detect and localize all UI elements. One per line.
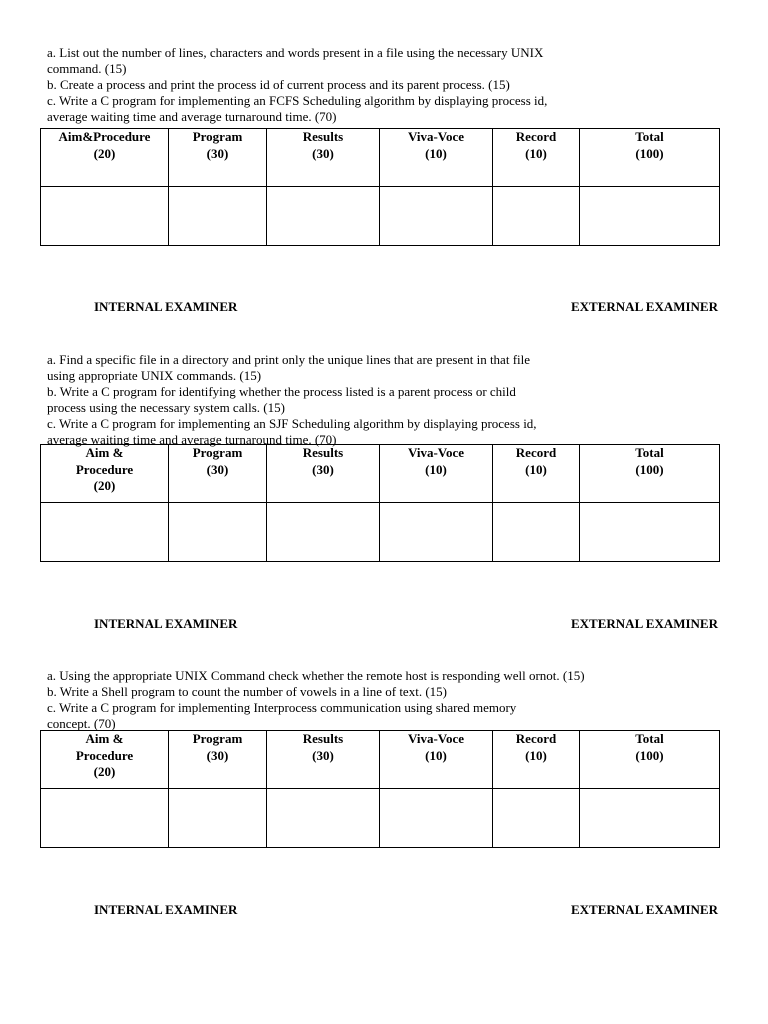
column-header-aim-procedure: Aim&Procedure (20) [41,129,169,187]
marks-table-3 [40,730,720,848]
column-header-aim-procedure: Aim & Procedure (20) [41,445,169,503]
question-set-1 [47,45,667,125]
marks-table-2 [40,444,720,562]
column-header-aim-procedure: Aim & Procedure (20) [41,731,169,789]
column-header-program: Program (30) [169,129,267,187]
column-header-record: Record (10) [493,129,580,187]
external-examiner-label: EXTERNAL EXAMINER [571,902,718,917]
marks-cell-program [169,503,267,562]
column-header-total: Total (100) [580,129,720,187]
marks-cell-results [267,789,380,848]
marks-cell-record [493,503,580,562]
column-header-viva-voce: Viva-Voce (10) [380,445,493,503]
column-header-results: Results (30) [267,445,380,503]
question-line: process using the necessary system calls. (15) [47,400,285,415]
marks-cell-viva-voce [380,187,493,246]
internal-examiner-label: INTERNAL EXAMINER [94,616,238,631]
column-header-viva-voce: Viva-Voce (10) [380,731,493,789]
marks-cell-aim-procedure [41,503,169,562]
external-examiner-label: EXTERNAL EXAMINER [571,616,718,631]
marks-cell-program [169,187,267,246]
marks-cell-total [580,187,720,246]
column-header-viva-voce: Viva-Voce (10) [380,129,493,187]
question-line: concept. (70) [47,716,116,731]
marks-entry-row [41,789,720,848]
marks-cell-record [493,789,580,848]
question-line: c. Write a C program for implementing an FCFS Scheduling algorithm by displaying process id, [47,93,548,108]
marks-cell-total [580,789,720,848]
marks-cell-record [493,187,580,246]
question-line: a. Find a specific file in a directory and print only the unique lines that are present in that file [47,352,531,367]
marks-entry-row [41,503,720,562]
column-header-total: Total (100) [580,445,720,503]
marks-cell-aim-procedure [41,789,169,848]
column-header-record: Record (10) [493,731,580,789]
marks-cell-results [267,503,380,562]
question-line: c. Write a C program for implementing Interprocess communication using shared memory [47,700,517,715]
column-header-total: Total (100) [580,731,720,789]
question-line: a. Using the appropriate UNIX Command check whether the remote host is responding well ornot. (15) [47,668,585,683]
column-header-program: Program (30) [169,731,267,789]
marks-cell-viva-voce [380,789,493,848]
marks-header-row [41,129,720,187]
external-examiner-label: EXTERNAL EXAMINER [571,299,718,314]
column-header-results: Results (30) [267,129,380,187]
marks-cell-results [267,187,380,246]
column-header-results: Results (30) [267,731,380,789]
marks-cell-program [169,789,267,848]
question-set-3 [47,668,667,732]
question-line: using appropriate UNIX commands. (15) [47,368,262,383]
question-line: command. (15) [47,61,127,76]
question-line: b. Write a Shell program to count the number of vowels in a line of text. (15) [47,684,447,699]
question-set-2 [47,352,667,448]
marks-entry-row [41,187,720,246]
column-header-program: Program (30) [169,445,267,503]
question-line: b. Create a process and print the process id of current process and its parent process. (15) [47,77,510,92]
marks-cell-total [580,503,720,562]
question-line: average waiting time and average turnaround time. (70) [47,109,337,124]
marks-cell-aim-procedure [41,187,169,246]
question-line: c. Write a C program for implementing an SJF Scheduling algorithm by displaying process id, [47,416,537,431]
column-header-record: Record (10) [493,445,580,503]
question-line: b. Write a C program for identifying whether the process listed is a parent process or child [47,384,516,399]
question-line: a. List out the number of lines, characters and words present in a file using the necessary UNIX [47,45,544,60]
internal-examiner-label: INTERNAL EXAMINER [94,902,238,917]
marks-header-row [41,731,720,789]
marks-table-1 [40,128,720,246]
internal-examiner-label: INTERNAL EXAMINER [94,299,238,314]
marks-cell-viva-voce [380,503,493,562]
question-line: average waiting time and average turnaround time. (70) [47,432,337,447]
marks-header-row [41,445,720,503]
